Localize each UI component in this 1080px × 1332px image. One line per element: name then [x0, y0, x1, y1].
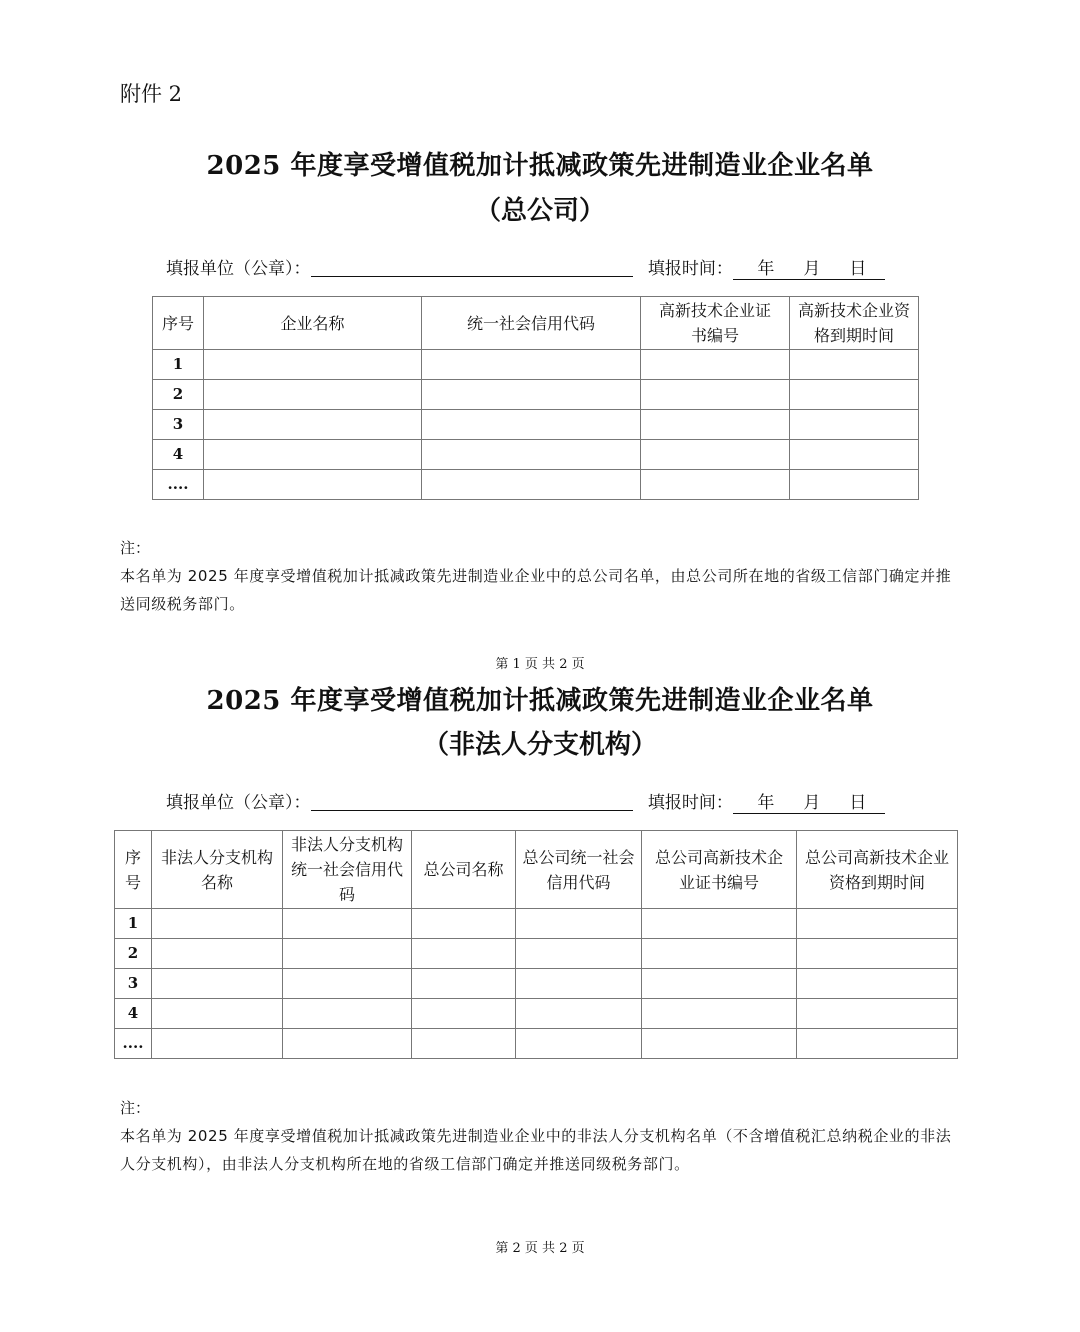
table-row	[153, 410, 919, 440]
header-cell	[790, 297, 919, 350]
row-number: 3	[115, 969, 152, 999]
time-label: 填报时间：	[647, 259, 733, 279]
table-cell[interactable]	[283, 909, 412, 939]
table-cell[interactable]	[641, 470, 790, 500]
row-number: 4	[153, 440, 204, 470]
table-cell[interactable]	[516, 969, 642, 999]
unit-field-line[interactable]	[311, 792, 633, 811]
table-cell[interactable]	[797, 969, 958, 999]
row-number: 4	[115, 999, 152, 1029]
table-row	[153, 440, 919, 470]
section2-note-text: 本名单为 2025 年度享受增值税加计抵减政策先进制造业企业中的非法人分支机构名单（不含增值税汇总纳税企业的非法人分支机构），由非法人分支机构所在地的省级工信部门确定并推送同级税务部门。	[120, 1127, 952, 1173]
table-cell[interactable]	[152, 939, 283, 969]
table-row	[115, 939, 958, 969]
table-cell[interactable]	[422, 470, 641, 500]
table-cell[interactable]	[422, 350, 641, 380]
date-field[interactable]	[733, 254, 885, 280]
table-cell[interactable]	[797, 1029, 958, 1059]
table-cell[interactable]	[412, 909, 516, 939]
section2-fill-row	[166, 788, 885, 814]
header-text: 总公司高新技术企业资格到期时间	[804, 847, 949, 892]
table-cell[interactable]	[642, 939, 797, 969]
header-text: 高新技术企业证书编号	[659, 301, 772, 345]
table-cell[interactable]	[790, 470, 919, 500]
table-cell[interactable]	[790, 440, 919, 470]
table-row	[115, 909, 958, 939]
section2-note-label: 注：	[120, 1099, 151, 1117]
table-cell[interactable]	[516, 1029, 642, 1059]
section1-title: 2025 年度享受增值税加计抵减政策先进制造业企业名单	[206, 151, 874, 181]
table-cell[interactable]	[790, 380, 919, 410]
table-cell[interactable]	[797, 909, 958, 939]
table-row	[115, 1029, 958, 1059]
page-footer: 第 1 页 共 2 页	[495, 657, 585, 672]
table-cell[interactable]	[412, 999, 516, 1029]
table-cell[interactable]	[283, 939, 412, 969]
header-cell	[152, 831, 283, 909]
unit-label: 填报单位（公章）：	[166, 793, 311, 813]
table-cell[interactable]	[797, 999, 958, 1029]
header-cell	[115, 831, 152, 909]
header-text: 高新技术企业资格到期时间	[798, 301, 911, 345]
table-cell[interactable]	[283, 1029, 412, 1059]
header-text: 非法人分支机构名称	[161, 847, 274, 892]
table-cell[interactable]	[204, 380, 422, 410]
header-text: 总公司统一社会信用代码	[522, 847, 635, 892]
table-cell[interactable]	[516, 939, 642, 969]
row-number: 2	[115, 939, 152, 969]
header-cell: 统一社会信用代码	[422, 297, 641, 350]
section1-table	[152, 296, 919, 500]
table-cell[interactable]	[790, 410, 919, 440]
table-cell[interactable]	[152, 969, 283, 999]
table-cell[interactable]	[642, 909, 797, 939]
row-number: ....	[153, 470, 204, 500]
year-label: 年	[757, 793, 775, 813]
unit-field-line[interactable]	[311, 258, 633, 277]
row-number: 1	[115, 909, 152, 939]
section1-note-text: 本名单为 2025 年度享受增值税加计抵减政策先进制造业企业中的总公司名单，由总公司所在地的省级工信部门确定并推送同级税务部门。	[120, 567, 952, 613]
page-footer: 第 2 页 共 2 页	[495, 1241, 585, 1256]
table-cell[interactable]	[642, 969, 797, 999]
table-cell[interactable]	[642, 999, 797, 1029]
section1-note-label: 注：	[120, 539, 151, 557]
header-cell	[642, 831, 797, 909]
row-number: 2	[153, 380, 204, 410]
header-text: 序号	[124, 847, 141, 892]
table-cell[interactable]	[204, 440, 422, 470]
table-cell[interactable]	[283, 969, 412, 999]
month-label: 月	[803, 259, 821, 279]
table-cell[interactable]	[283, 999, 412, 1029]
day-label: 日	[849, 259, 867, 279]
header-cell	[797, 831, 958, 909]
table-row	[115, 999, 958, 1029]
table-row	[153, 470, 919, 500]
header-cell	[516, 831, 642, 909]
table-header-row	[153, 297, 919, 350]
table-cell[interactable]	[422, 440, 641, 470]
table-cell[interactable]	[422, 380, 641, 410]
table-row	[153, 350, 919, 380]
table-cell[interactable]	[641, 440, 790, 470]
header-cell	[641, 297, 790, 350]
table-cell[interactable]	[204, 470, 422, 500]
row-number: ....	[115, 1029, 152, 1059]
section1-fill-row	[166, 254, 885, 280]
section2-title: 2025 年度享受增值税加计抵减政策先进制造业企业名单	[206, 686, 874, 716]
time-label: 填报时间：	[647, 793, 733, 813]
header-cell: 序号	[153, 297, 204, 350]
year-label: 年	[757, 259, 775, 279]
table-cell[interactable]	[516, 909, 642, 939]
table-cell[interactable]	[641, 350, 790, 380]
month-label: 月	[803, 793, 821, 813]
header-cell: 总公司名称	[412, 831, 516, 909]
section2-table	[114, 830, 958, 1059]
header-text: 非法人分支机构统一社会信用代码	[291, 835, 404, 904]
table-cell[interactable]	[642, 1029, 797, 1059]
row-number: 3	[153, 410, 204, 440]
table-cell[interactable]	[204, 350, 422, 380]
table-cell[interactable]	[412, 969, 516, 999]
header-text: 总公司高新技术企业证书编号	[655, 847, 784, 892]
table-cell[interactable]	[641, 410, 790, 440]
header-cell	[283, 831, 412, 909]
table-cell[interactable]	[204, 410, 422, 440]
table-cell[interactable]	[152, 909, 283, 939]
table-cell[interactable]	[797, 939, 958, 969]
row-number: 1	[153, 350, 204, 380]
section2-subtitle: （非法人分支机构）	[422, 730, 657, 760]
unit-label: 填报单位（公章）：	[166, 259, 311, 279]
table-cell[interactable]	[412, 939, 516, 969]
table-cell[interactable]	[641, 380, 790, 410]
table-cell[interactable]	[790, 350, 919, 380]
table-cell[interactable]	[152, 1029, 283, 1059]
table-cell[interactable]	[152, 999, 283, 1029]
attachment-label: 附件 2	[120, 82, 183, 106]
table-row	[153, 380, 919, 410]
section1-subtitle: （总公司）	[474, 196, 605, 226]
day-label: 日	[849, 793, 867, 813]
header-cell: 企业名称	[204, 297, 422, 350]
date-field[interactable]	[733, 788, 885, 814]
table-cell[interactable]	[422, 410, 641, 440]
table-cell[interactable]	[516, 999, 642, 1029]
table-row	[115, 969, 958, 999]
table-cell[interactable]	[412, 1029, 516, 1059]
table-header-row	[115, 831, 958, 909]
